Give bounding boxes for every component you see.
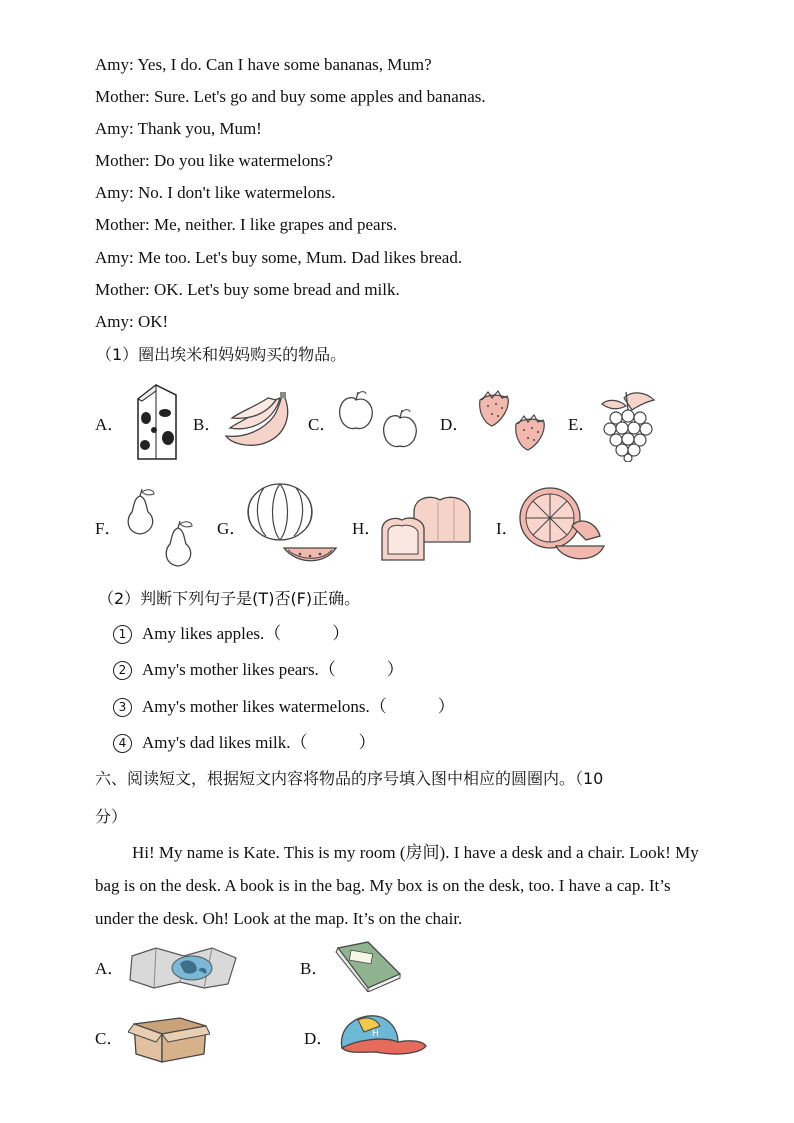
option-letter: H． [352,519,382,538]
q1-prompt: （1）圈出埃米和妈妈购买的物品。 [96,345,347,364]
section-heading-cont: 分） [95,807,128,826]
dialogue-line: Amy: Me too. Let's buy some, Mum. Dad likes bread. [95,248,463,267]
dialogue-line: Mother: Do you like watermelons? [95,151,333,170]
item-number: 4 [113,734,132,753]
option-letter: I． [496,519,519,538]
option-letter: G． [217,519,247,538]
option-letter: A． [95,415,125,434]
svg-text:H: H [372,1029,379,1039]
item-number: 3 [113,698,132,717]
banana-icon [222,392,298,450]
dialogue-line: Amy: Yes, I do. Can I have some bananas, Mum? [95,55,432,74]
dialogue-line: Amy: Thank you, Mum! [95,119,262,138]
judge-text: Amy's mother likes pears.（ ） [142,660,404,679]
option-letter: B． [193,415,222,434]
option-letter: B． [300,959,329,978]
reading-passage: Hi! My name is Kate. This is my room (房间). I have a desk and a chair. Look! My bag is on the desk. A book is in the bag. My box is on the desk, too. I have a cap. It’s under the desk. Oh! Look at the map. It’s on the chair. [95,843,699,928]
judge-text: Amy likes apples.（ ） [142,624,350,643]
option-letter: D． [304,1029,334,1048]
item-number: 1 [113,625,132,644]
apple-icon [336,388,422,454]
judge-text: Amy's dad likes milk.（ ） [142,733,376,752]
dialogue-line: Mother: Sure. Let's go and buy some apples and bananas. [95,87,486,106]
dialogue-line: Mother: OK. Let's buy some bread and milk. [95,280,400,299]
option-letter: F． [95,519,122,538]
judge-text: Amy's mother likes watermelons.（ ） [142,697,455,716]
judge-item [113,659,404,681]
dialogue-line: Mother: Me, neither. I like grapes and pears. [95,215,398,234]
strawberry-icon [474,388,554,454]
dialogue-line: Amy: OK! [95,312,169,331]
book-icon [334,940,404,992]
judge-item [113,623,349,645]
option-letter: C． [95,1029,124,1048]
option-letter: A． [95,959,125,978]
orange-icon [516,486,606,566]
section-heading: 六、阅读短文，根据短文内容将物品的序号填入图中相应的圆圈内。（10 [95,769,604,788]
box-icon [128,1012,210,1064]
milk-carton-icon [132,383,180,463]
pear-icon [120,486,200,570]
q2-prompt: （2）判断下列句子是(T)否(F)正确。 [98,589,361,608]
option-letter: E． [568,415,596,434]
judge-item [113,732,376,754]
watermelon-icon [244,482,340,570]
grape-icon [594,388,660,462]
option-letter: D． [440,415,470,434]
bread-icon [378,490,476,566]
cap-icon [336,1012,428,1060]
dialogue-line: Amy: No. I don't like watermelons. [95,183,336,202]
item-number: 2 [113,661,132,680]
option-letter: C． [308,415,337,434]
map-icon [128,944,240,990]
judge-item [113,696,455,718]
